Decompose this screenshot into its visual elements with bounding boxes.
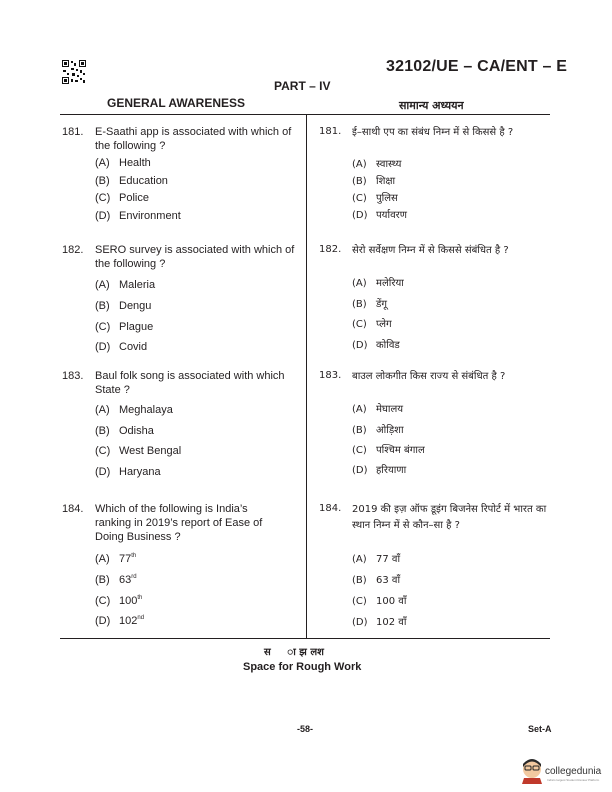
option-a: (A) 77 वाँ: [352, 554, 401, 565]
option-d: (D) 102nd: [95, 615, 145, 627]
option-a: (A) Health: [95, 157, 151, 169]
part-title: PART – IV: [274, 79, 331, 93]
question-text: SERO survey is associated with which of the following ?: [95, 244, 295, 270]
question-text: Which of the following is India’s ranking in 2019’s report of Ease of Doing Business ?: [95, 503, 263, 543]
option-d: (D) कोविड: [352, 340, 400, 351]
question-text: Baul folk song is associated with which State ?: [95, 370, 285, 396]
question-text: ई–साथी एप का संबंध निम्न में से किससे है ?: [352, 127, 514, 138]
option-d: (D) पर्यावरण: [352, 210, 407, 221]
option-c: (C) 100th: [95, 595, 143, 607]
option-c: (C) Police: [95, 192, 149, 204]
option-c: (C) पुलिस: [352, 193, 398, 204]
question-text: 2019 की इज़ ऑफ डूइंग बिजनेस रिपोर्ट में भारत का स्थान निम्न में से कौन–सा है ?: [352, 504, 547, 531]
watermark-brand: collegedunia: [545, 766, 602, 777]
rough-work-label-hindi: स ा झ लश: [264, 647, 324, 658]
option-d: (D) Environment: [95, 210, 181, 222]
question-text: सेरो सर्वेक्षण निम्न में से किससे संबंधित है ?: [352, 245, 509, 256]
question-text: E-Saathi app is associated with which of the following ?: [95, 126, 292, 152]
section-title-hindi: सामान्य अध्ययन: [399, 99, 464, 112]
option-a: (A) Meghalaya: [95, 404, 173, 416]
bottom-divider: [60, 638, 550, 639]
option-a: (A) 77th: [95, 553, 137, 565]
question-text: बाउल लोकगीत किस राज्य से संबंधित है ?: [352, 371, 506, 382]
option-b: (B) Odisha: [95, 425, 154, 437]
option-d: (D) 102 वाँ: [352, 617, 407, 628]
option-d: (D) हरियाणा: [352, 465, 407, 476]
option-b: (B) शिक्षा: [352, 176, 396, 187]
question-number: 182.: [319, 244, 342, 255]
option-b: (B) Education: [95, 175, 168, 187]
question-number: 182.: [62, 244, 84, 256]
option-c: (C) प्लेग: [352, 319, 392, 330]
column-divider: [306, 115, 307, 638]
option-c: (C) पश्चिम बंगाल: [352, 445, 425, 456]
option-b: (B) ओड़िशा: [352, 425, 404, 436]
option-a: (A) मलेरिया: [352, 278, 404, 289]
question-number: 184.: [319, 503, 342, 514]
option-c: (C) 100 वाँ: [352, 596, 407, 607]
option-b: (B) 63 वाँ: [352, 575, 401, 586]
rough-work-label: Space for Rough Work: [243, 661, 362, 673]
option-a: (A) स्वास्थ्य: [352, 159, 402, 170]
question-number: 181.: [62, 126, 84, 138]
paper-code: 32102/UE – CA/ENT – E: [386, 58, 568, 75]
page-number: -58-: [297, 724, 314, 734]
option-a: (A) मेघालय: [352, 404, 404, 415]
option-d: (D) Haryana: [95, 466, 161, 478]
question-number: 183.: [62, 370, 84, 382]
question-number: 184.: [62, 503, 84, 515]
option-c: (C) West Bengal: [95, 445, 182, 457]
question-number: 183.: [319, 370, 342, 381]
option-a: (A) Maleria: [95, 279, 156, 291]
option-b: (B) Dengu: [95, 300, 152, 312]
watermark-tagline: India's largest Student Review Platform: [547, 778, 600, 782]
qr-code-icon: [62, 60, 86, 84]
option-d: (D) Covid: [95, 341, 148, 353]
option-c: (C) Plague: [95, 321, 154, 333]
collegedunia-logo-icon: [520, 758, 544, 784]
option-b: (B) 63rd: [95, 574, 137, 586]
set-label: Set-A: [528, 724, 552, 734]
top-divider: [60, 114, 550, 115]
option-b: (B) डेंगू: [352, 299, 387, 310]
section-title-english: GENERAL AWARENESS: [107, 96, 246, 110]
question-number: 181.: [319, 126, 342, 137]
